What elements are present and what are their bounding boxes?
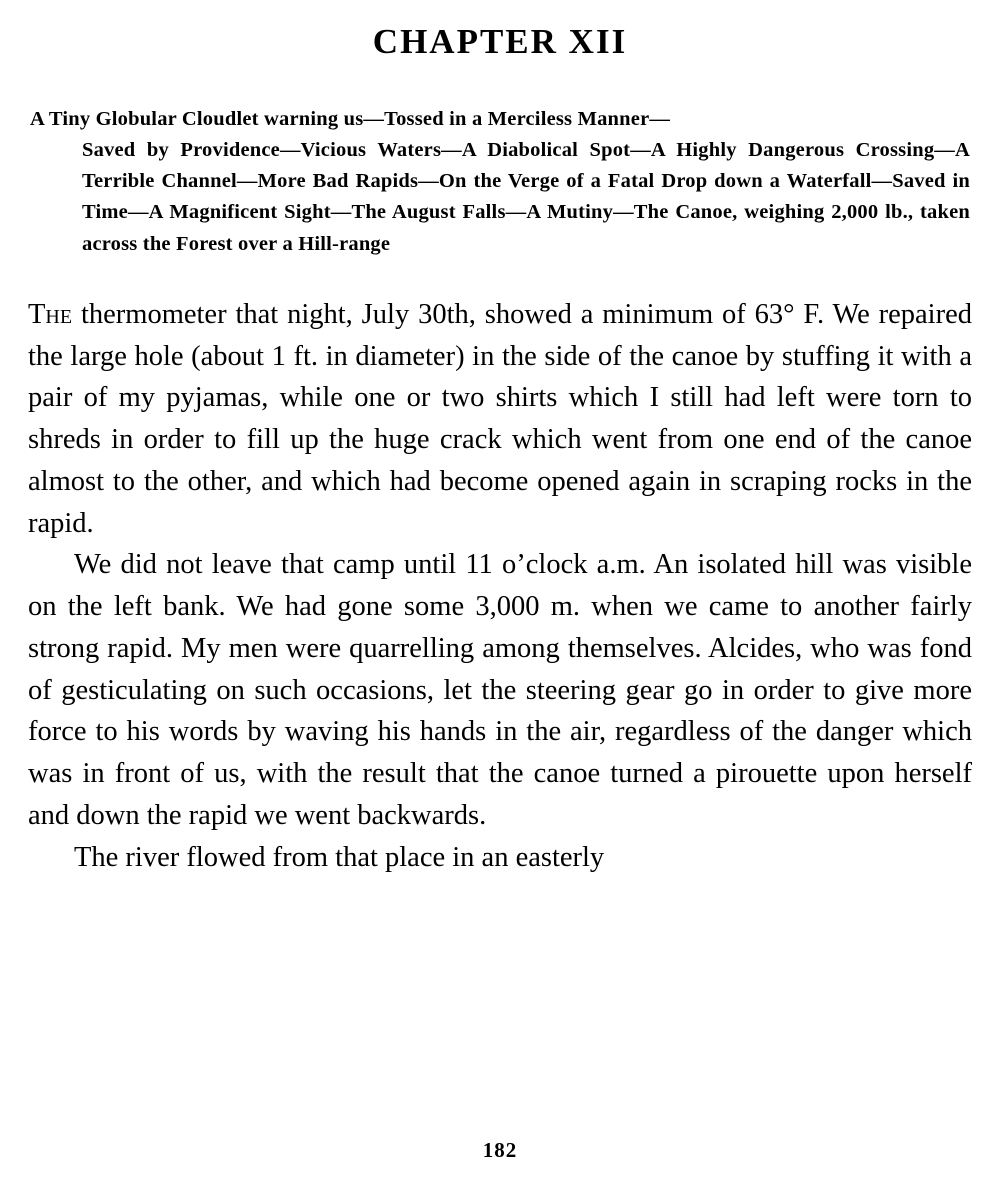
paragraph-1 (28, 294, 972, 545)
paragraph-3: The river flowed from that place in an easterly (74, 841, 605, 873)
synopsis-first-line: A Tiny Globular Cloudlet warning us—Tossed in a Merciless Manner— (30, 108, 671, 130)
paragraph-1-text: thermometer that night, July 30th, showed a minimum of 63° F. We repaired the large hole (about 1 ft. in diameter) in the side of the canoe by stuffing it with a pair of my pyjamas, while one or two shirts which I still had left were torn to shreds in order to fill up the huge crack which went from one end of the canoe almost to the other, and which had become opened again in scraping rocks in the rapid. (28, 298, 972, 539)
chapter-synopsis (30, 104, 970, 260)
paragraph-1-lead: The (28, 298, 73, 330)
body-text (28, 294, 972, 879)
chapter-heading: CHAPTER XII (372, 22, 628, 61)
page-number: 182 (482, 1138, 518, 1162)
synopsis-remainder: Saved by Providence—Vicious Waters—A Diabolical Spot—A Highly Dangerous Crossing—A Terrible Channel—More Bad Rapids—On the Verge of a Fatal Drop down a Waterfall—Saved in Time—A Magnificent Sight—The August Falls—A Mutiny—The Canoe, weighing 2,000 lb., taken across the Forest over a Hill-range (82, 139, 970, 255)
paragraph-2: We did not leave that camp until 11 o’clock a.m. An isolated hill was visible on the left bank. We had gone some 3,000 m. when we came to another fairly strong rapid. My men were quarrelling among themselves. Alcides, who was fond of gesticulating on such occasions, let the steering gear go in order to give more force to his words by waving his hands in the air, regardless of the danger which was in front of us, with the result that the canoe turned a pirouette upon herself and down the rapid we went backwards. (28, 549, 972, 831)
